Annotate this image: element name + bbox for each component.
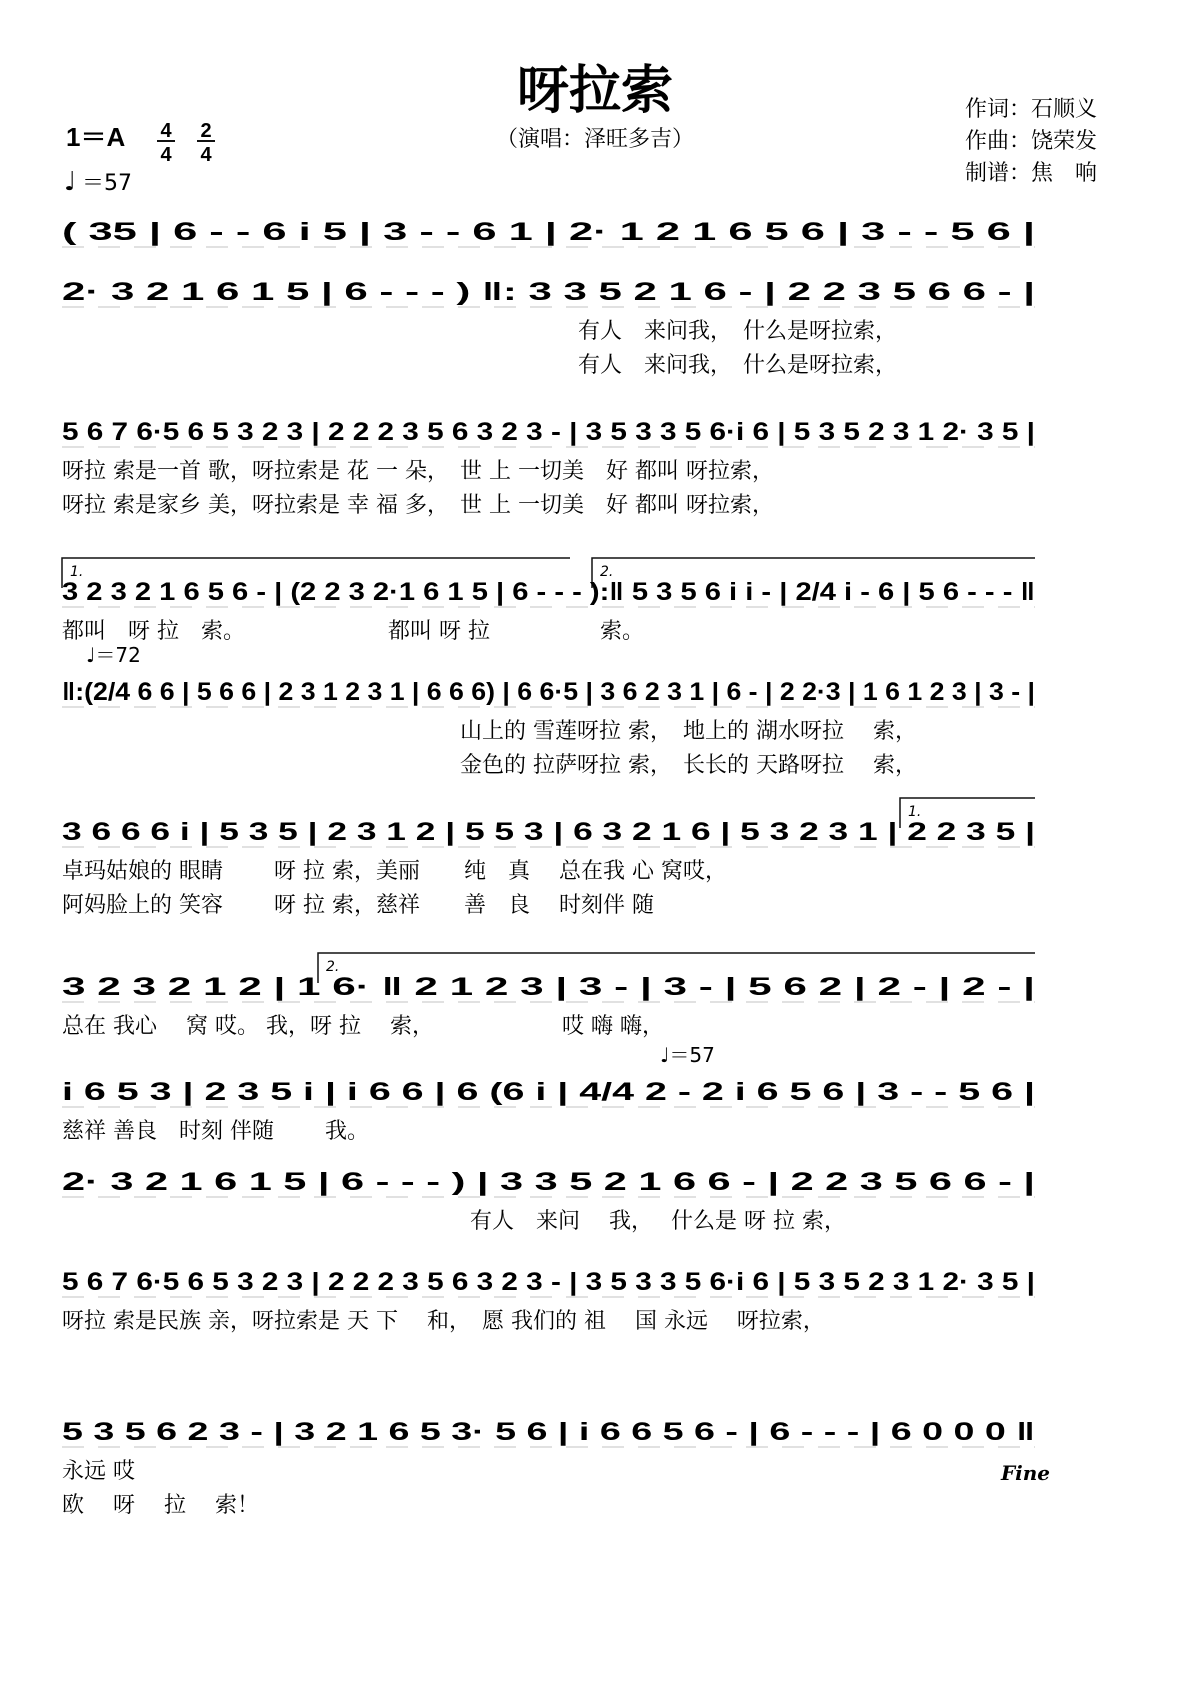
- score-system: [62, 643, 1035, 778]
- lyrics-line: 呀拉 索是家乡 美，呀拉索是 幸 福 多， 世 上 一切美 好 都叫 呀拉索，: [62, 493, 774, 518]
- score-system: [62, 558, 1035, 644]
- volta-number: 1.: [70, 564, 84, 580]
- notation-line: 5 6 7 6·5 6 5 3 2 3 | 2 2 2 3 5 6 3 2 3 - | 3 5 3 3 5 6·i 6 | 5 3 5 2 3 1 2· 3 5 |: [62, 1268, 1035, 1296]
- notation-line: 2· 3 2 1 6 1 5 | 6 - - - ) ‖: 3 3 5 2 1 6 - | 2 2 3 5 6 6 - |: [62, 278, 1035, 306]
- volta-number: 2.: [326, 959, 340, 975]
- lyrics-line: 卓玛姑娘的 眼睛 呀 拉 索，美丽 纯 真 总在我 心 窝哎，: [62, 859, 727, 884]
- score-system: [62, 1418, 1050, 1518]
- notation-line: 3 2 3 2 1 6 5 6 - | (2 2 3 2·1 6 1 5 | 6 - - - ):‖ 5 3 5 6 i i - | 2/4 i - 6 | 5 6 - - - ‖: [62, 578, 1035, 606]
- lyrics-line: 总在 我心 窝 哎。 我，呀 拉 索， 哎 嗨 嗨，: [62, 1014, 664, 1039]
- system-tempo-marking: ♩＝72: [86, 643, 141, 667]
- score-system: [62, 953, 1035, 1039]
- lyrics-line: 欧 呀 拉 索！: [62, 1493, 259, 1518]
- score-system: [62, 798, 1035, 918]
- volta-number: 1.: [908, 804, 922, 820]
- lyrics-line: 永远 哎: [62, 1459, 135, 1484]
- lyrics-line: 慈祥 善良 时刻 伴随 我。: [62, 1119, 369, 1144]
- score-system: [62, 418, 1035, 518]
- song-title: 呀拉索: [516, 60, 674, 121]
- notation-line: ( 35 | 6 - - 6 i 5 | 3 - - 6 1 | 2· 1 2 1 6 5 6 | 3 - - 5 6 |: [62, 218, 1035, 246]
- time-signature-4-4: [157, 120, 175, 166]
- lyrics-line: 有人 来问我， 什么是呀拉索，: [578, 319, 898, 344]
- time-sig-top: 4: [160, 120, 172, 142]
- credit-lyricist: 作词：石顺义: [965, 97, 1098, 122]
- lyrics-line: 阿妈脸上的 笑容 呀 拉 索，慈祥 善 良 时刻伴 随: [62, 893, 654, 918]
- score-system: [62, 1168, 1035, 1234]
- systems-layer: [62, 218, 1050, 1518]
- fine-marker: Fine: [1000, 1461, 1050, 1485]
- time-sig-top: 2: [200, 120, 212, 142]
- notation-line: ‖:(2/4 6 6 | 5 6 6 | 2 3 1 2 3 1 | 6 6 6) | 6 6·5 | 3 6 2 3 1 | 6 - | 2 2·3 | 1 6 1 2 3 | 3 - |: [62, 678, 1035, 706]
- tempo-marking: [64, 167, 132, 197]
- key-signature: 1＝A: [66, 122, 126, 152]
- lyrics-line: 呀拉 索是一首 歌，呀拉索是 花 一 朵， 世 上 一切美 好 都叫 呀拉索，: [62, 459, 774, 484]
- quarter-note-icon: ♩: [64, 167, 77, 197]
- notation-line: 5 6 7 6·5 6 5 3 2 3 | 2 2 2 3 5 6 3 2 3 - | 3 5 3 3 5 6·i 6 | 5 3 5 2 3 1 2· 3 5 |: [62, 418, 1035, 446]
- notation-line: 5 3 5 6 2 3 - | 3 2 1 6 5 3· 5 6 | i 6 6 5 6 - | 6 - - - | 6 0 0 0 ‖: [62, 1418, 1035, 1446]
- score-system: [62, 1268, 1035, 1334]
- notation-line: 3 2 3 2 1 2 | 1 6· ‖ 2 1 2 3 | 3 - | 3 - | 5 6 2 | 2 - | 2 - |: [62, 973, 1035, 1001]
- score-system: [62, 218, 1035, 247]
- score-system: [62, 1043, 1035, 1144]
- lyrics-line: 有人 来问 我， 什么是 呀 拉 索，: [470, 1209, 846, 1234]
- notation-line: i 6 5 3 | 2 3 5 i | i 6 6 | 6 (6 i | 4/4 2 - 2 i 6 5 6 | 3 - - 5 6 |: [62, 1078, 1035, 1106]
- credit-transcriber: 制谱：焦 响: [965, 161, 1098, 186]
- notation-line: 2· 3 2 1 6 1 5 | 6 - - - ) | 3 3 5 2 1 6 6 - | 2 2 3 5 6 6 - |: [62, 1168, 1035, 1196]
- time-signature-2-4: [197, 120, 215, 166]
- song-subtitle: （演唱：泽旺多吉）: [495, 127, 695, 152]
- score-system: [62, 278, 1035, 378]
- time-sig-bottom: 4: [200, 144, 212, 166]
- system-tempo-marking: ♩＝57: [660, 1043, 715, 1067]
- lyrics-line: 呀拉 索是民族 亲，呀拉索是 天 下 和， 愿 我们的 祖 国 永远 呀拉索，: [62, 1309, 825, 1334]
- lyrics-line: 有人 来问我， 什么是呀拉索，: [578, 353, 898, 378]
- tempo-value: ＝57: [82, 171, 132, 196]
- lyrics-line: 山上的 雪莲呀拉 索， 地上的 湖水呀拉 索，: [460, 719, 917, 744]
- lyrics-line: 都叫 呀 拉 索。 都叫 呀 拉 索。: [62, 619, 644, 644]
- notation-line: 3 6 6 6 i | 5 3 5 | 2 3 1 2 | 5 5 3 | 6 3 2 1 6 | 5 3 2 3 1 | 2 2 3 5 |: [62, 818, 1035, 846]
- volta-number: 2.: [600, 564, 614, 580]
- time-sig-bottom: 4: [160, 144, 172, 166]
- lyrics-line: 金色的 拉萨呀拉 索， 长长的 天路呀拉 索，: [460, 753, 917, 778]
- credit-composer: 作曲：饶荣发: [965, 129, 1098, 154]
